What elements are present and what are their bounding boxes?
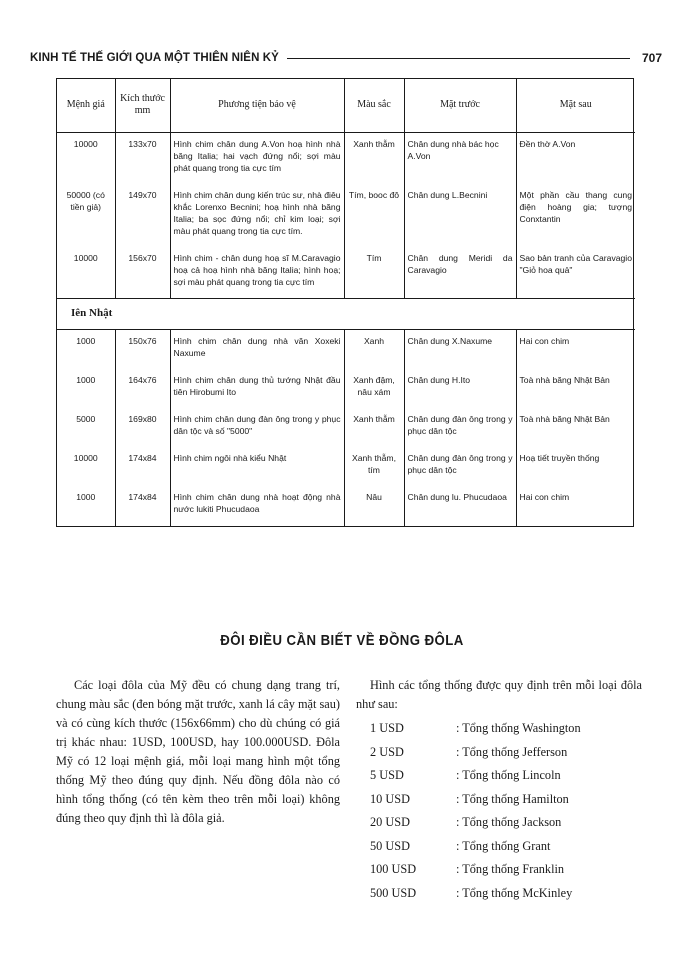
usd-amount: 2 USD — [370, 744, 404, 759]
cell-color: Tím — [344, 247, 404, 299]
cell-size: 164x76 — [115, 369, 170, 408]
cell-value: 10000 — [73, 252, 98, 263]
usd-president: : Tổng thống McKinley — [456, 885, 573, 900]
header-title: KINH TẾ THẾ GIỚI QUA MỘT THIÊN NIÊN KỶ — [30, 52, 279, 64]
usd-amount: 5 USD — [370, 768, 404, 783]
column-header-size: Kích thước mm — [115, 79, 170, 132]
president-list-intro: Hình các tổng thống được quy định trên mỗi loại đôla như sau: — [356, 678, 642, 711]
cell-color: Tím, booc đô — [344, 184, 404, 247]
cell-back: Một phần cầu thang cung điện hoàng gia; tượng Conxtantin — [516, 184, 635, 247]
list-item — [356, 717, 642, 741]
cell-color: Xanh đậm, nâu xám — [344, 369, 404, 408]
cell-back: Toà nhà băng Nhật Bản — [516, 369, 635, 408]
list-item — [356, 764, 642, 788]
cell-value: 10000 — [73, 453, 98, 464]
cell-size: 169x80 — [115, 408, 170, 447]
column-header-color: Màu sắc — [344, 79, 404, 132]
list-item — [356, 788, 642, 812]
table-row — [57, 408, 635, 447]
table-row — [57, 247, 635, 299]
usd-president: : Tổng thống Franklin — [456, 862, 565, 877]
column-header-back: Mặt sau — [516, 79, 635, 132]
usd-president: : Tổng thống Jefferson — [456, 744, 568, 759]
cell-size: 156x70 — [115, 247, 170, 299]
table-row — [57, 486, 635, 525]
usd-amount: 1 USD — [370, 721, 404, 736]
cell-back: Hai con chim — [516, 330, 635, 370]
cell-value: 1000 — [76, 375, 96, 386]
left-column — [56, 676, 340, 828]
cell-value: 1000 — [76, 336, 96, 347]
cell-color: Xanh thẫm — [344, 132, 404, 184]
table-header-row — [57, 79, 635, 132]
usd-amount: 100 USD — [370, 862, 417, 877]
column-header-security: Phương tiện bảo vệ — [170, 79, 344, 132]
page-number: 707 — [641, 51, 662, 65]
cell-size: 150x76 — [115, 330, 170, 370]
cell-color: Nâu — [344, 486, 404, 525]
table-section-row — [57, 298, 635, 329]
list-item — [356, 835, 642, 859]
usd-president: : Tổng thống Hamilton — [456, 791, 569, 806]
cell-front: Chân dung Meridi da Caravagio — [404, 247, 516, 299]
cell-security: Hình chim chân dung nhà văn Xoxeki Naxume — [170, 330, 344, 370]
cell-size: 174x84 — [115, 486, 170, 525]
cell-back: Sao bản tranh của Caravagio "Giỏ hoa quả" — [516, 247, 635, 299]
cell-color: Xanh thẫm — [344, 408, 404, 447]
cell-front: Chân dung L.Becnini — [404, 184, 516, 247]
cell-back: Đền thờ A.Von — [516, 132, 635, 184]
cell-back: Toà nhà băng Nhật Bản — [516, 408, 635, 447]
list-item — [356, 882, 642, 906]
cell-security: Hình chim chân dung A.Von hoạ hình nhà băng Italia; hai vạch đứng nổi; sợi màu phát quang trong tia cực tím — [170, 132, 344, 184]
cell-front: Chân dung đàn ông trong y phục dân tộc — [404, 408, 516, 447]
cell-security: Hình chim - chân dung hoạ sĩ M.Caravagio hoạ cả hoạ hình nhà băng Italia; hình hoạ; sợi màu phát quang trong tia cực tím — [170, 247, 344, 299]
usd-president: : Tổng thống Jackson — [456, 815, 562, 830]
right-column — [356, 676, 642, 905]
cell-value: 10000 — [73, 138, 98, 149]
usd-amount: 500 USD — [370, 885, 417, 900]
cell-front: Chân dung lu. Phucudaoa — [404, 486, 516, 525]
usd-amount: 50 USD — [370, 838, 410, 853]
cell-security: Hình chim chân dung kiến trúc sư, nhà điêu khắc Lorenxo Becnini; hoạ hình nhà băng Italia; ba sọc đứng nổi; chỉ kim loại; sợi màu phát quang trong tia cực tím. — [170, 184, 344, 247]
section-label-yen: Iên Nhật — [57, 298, 635, 329]
cell-security: Hình chim chân dung đàn ông trong y phục dân tộc và số "5000" — [170, 408, 344, 447]
table-row — [57, 132, 635, 184]
running-header — [30, 46, 662, 70]
list-item — [356, 741, 642, 765]
cell-color: Xanh — [344, 330, 404, 370]
column-header-value: Mệnh giá — [57, 79, 115, 132]
table-row — [57, 184, 635, 247]
usd-amount: 10 USD — [370, 791, 410, 806]
usd-president: : Tổng thống Washington — [456, 721, 581, 736]
usd-president: : Tổng thống Lincoln — [456, 768, 561, 783]
cell-security: Hình chim chân dung nhà hoạt động nhà nước lukiti Phucudaoa — [170, 486, 344, 525]
cell-size: 149x70 — [115, 184, 170, 247]
cell-front: Chân dung H.Ito — [404, 369, 516, 408]
cell-front: Chân dung X.Naxume — [404, 330, 516, 370]
cell-value: 5000 — [76, 414, 96, 425]
section-title: ĐÔI ĐIỀU CẦN BIẾT VỀ ĐỒNG ĐÔLA — [220, 632, 464, 649]
banknote-table — [56, 78, 634, 527]
header-rule — [287, 58, 630, 59]
list-item — [356, 858, 642, 882]
cell-value: 1000 — [76, 492, 96, 503]
dollar-paragraph: Các loại đôla của Mỹ đều có chung dạng trang trí, chung màu sắc (đen bóng mặt trước, xanh lá cây mặt sau) và có cùng kích thước (156x66mm) cho dù chúng có giá trị khác nhau: 1USD, 100USD, hay 100.000USD. Đôla Mỹ có 12 loại mệnh giá, mỗi loại mang hình một tổng thống Mỹ theo đúng quy định. Nếu đồng đôla nào có hình tổng thống (có tên kèm theo trên mỗi loại) không đúng theo quy định thì là đôla giả. — [56, 678, 340, 825]
table-row — [57, 447, 635, 486]
cell-color: Xanh thẫm, tím — [344, 447, 404, 486]
table-row — [57, 330, 635, 370]
banknote-table-grid — [57, 79, 635, 526]
usd-president: : Tổng thống Grant — [456, 838, 551, 853]
cell-front: Chân dung nhà bác học A.Von — [404, 132, 516, 184]
cell-security: Hình chim ngôi nhà kiểu Nhật — [170, 447, 344, 486]
cell-front: Chân dung đàn ông trong y phục dân tộc — [404, 447, 516, 486]
president-list — [356, 717, 642, 905]
cell-size: 174x84 — [115, 447, 170, 486]
cell-value: 50000 (có tiền giả) — [66, 189, 105, 212]
usd-amount: 20 USD — [370, 815, 410, 830]
cell-security: Hình chim chân dung thủ tướng Nhật đầu tiên Hirobumi Ito — [170, 369, 344, 408]
table-row — [57, 369, 635, 408]
column-header-front: Mặt trước — [404, 79, 516, 132]
cell-back: Hoạ tiết truyền thống — [516, 447, 635, 486]
cell-size: 133x70 — [115, 132, 170, 184]
list-item — [356, 811, 642, 835]
cell-back: Hai con chim — [516, 486, 635, 525]
